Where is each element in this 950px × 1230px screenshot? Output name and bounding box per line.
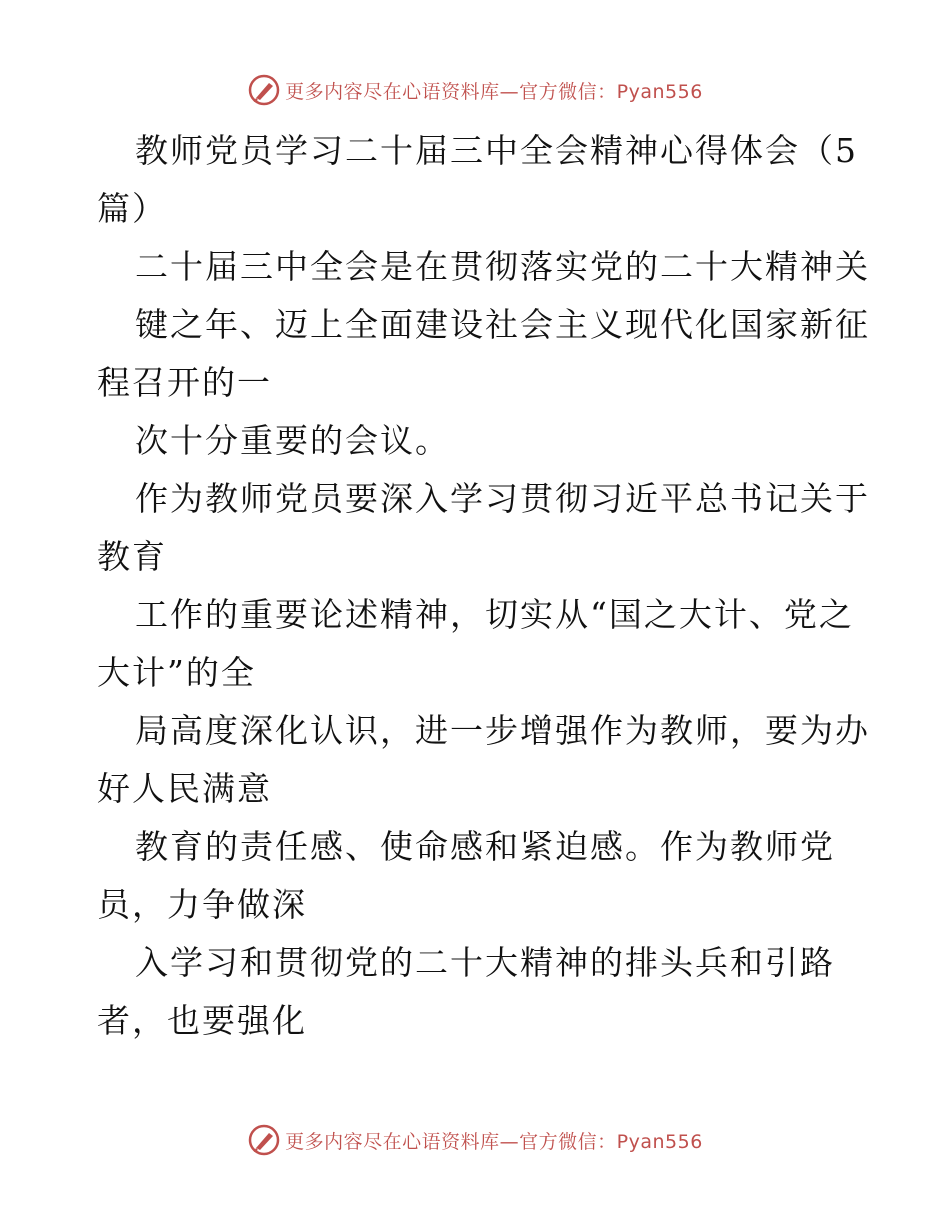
footer-banner xyxy=(0,1120,950,1160)
text-line: 次十分重要的会议。 xyxy=(135,421,450,460)
text-line: 大计”的全 xyxy=(97,653,256,692)
text-line: 入学习和贯彻党的二十大精神的排头兵和引路 xyxy=(135,943,835,982)
header-banner-text: 更多内容尽在心语资料库—官方微信：Pyan556 xyxy=(285,80,703,103)
text-line: 员，力争做深 xyxy=(97,885,307,924)
pen-logo-icon xyxy=(247,73,281,107)
text-line: 篇） xyxy=(97,189,167,228)
text-line: 程召开的一 xyxy=(97,363,272,402)
footer-banner-text: 更多内容尽在心语资料库—官方微信：Pyan556 xyxy=(285,1130,703,1153)
text-line: 教育的责任感、使命感和紧迫感。作为教师党 xyxy=(135,827,835,866)
pen-logo-icon xyxy=(247,1123,281,1157)
document-body xyxy=(97,122,870,1050)
text-line: 教师党员学习二十届三中全会精神心得体会（5 xyxy=(135,131,858,170)
text-line: 工作的重要论述精神，切实从“国之大计、党之 xyxy=(135,595,854,634)
text-line: 局高度深化认识，进一步增强作为教师，要为办 xyxy=(135,711,870,750)
text-line: 作为教师党员要深入学习贯彻习近平总书记关于 xyxy=(135,479,870,518)
text-line: 好人民满意 xyxy=(97,769,272,808)
text-line: 二十届三中全会是在贯彻落实党的二十大精神关 xyxy=(135,247,870,286)
text-line: 教育 xyxy=(97,537,167,576)
header-banner xyxy=(0,70,950,110)
text-line: 键之年、迈上全面建设社会主义现代化国家新征 xyxy=(135,305,870,344)
text-line: 者，也要强化 xyxy=(97,1001,307,1040)
